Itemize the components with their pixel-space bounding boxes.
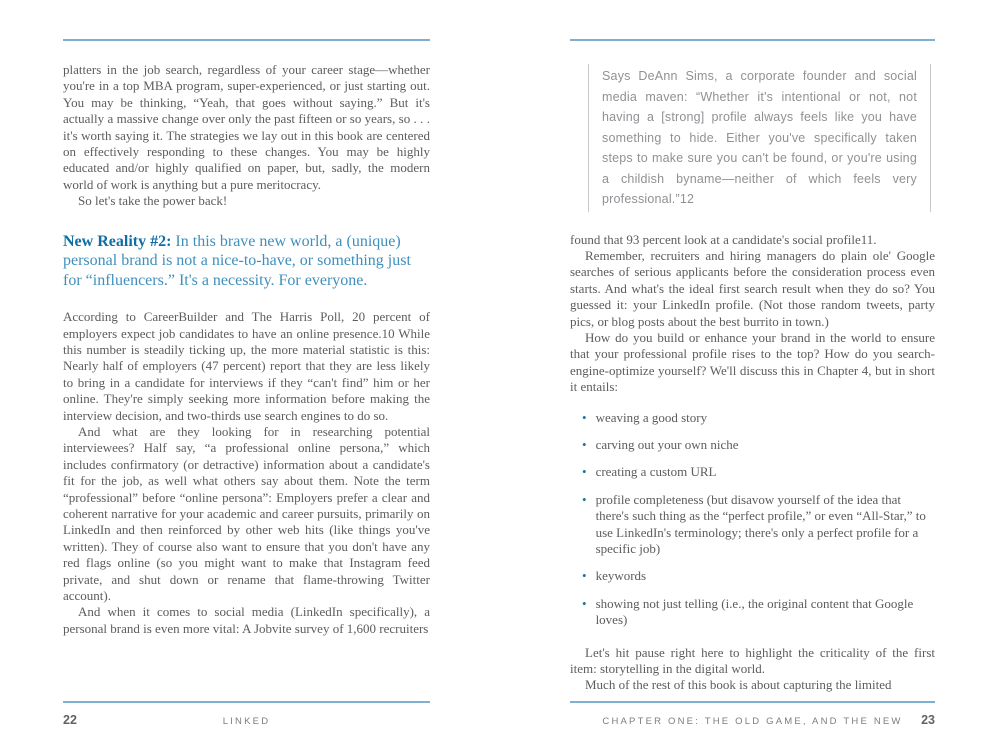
list-item xyxy=(582,410,935,426)
list-item xyxy=(582,437,935,453)
list-item-text: weaving a good story xyxy=(595,409,708,425)
list-item xyxy=(582,464,935,480)
heading-lead: New Reality #2: xyxy=(63,232,172,250)
paragraph: And when it comes to social media (LinkedIn specifically), a personal brand is even more vital: A Jobvite survey of 1,600 recruiters xyxy=(63,604,430,636)
list-item-text: carving out your own niche xyxy=(595,436,739,452)
bullet-icon: • xyxy=(582,464,587,480)
list-item-text: showing not just telling (i.e., the original content that Google loves) xyxy=(595,595,914,628)
bullet-icon: • xyxy=(582,595,587,611)
section-heading xyxy=(63,232,430,291)
paragraph: platters in the job search, regardless of your career stage—whether you're in a top MBA program, super-experienced, or just starting out. You may be thinking, “Yeah, that goes without saying.” But it's actually a massive change over only the past fifteen or so years, so . . . it's worth saying it. The strategies we lay out in this book are centered on effectively responding to these changes. You may be highly educated and/or highly qualified on paper, but, sadly, the modern world of work is anything but a pure meritocracy. xyxy=(63,62,430,192)
bullet-list xyxy=(570,410,935,629)
paragraph: Much of the rest of this book is about capturing the limited xyxy=(585,677,892,693)
paragraph: According to CareerBuilder and The Harris Poll, 20 percent of employers expect job candidates to have an online presence.10 While this number is steadily ticking up, the more material statistic is this: Nearly half of employers (47 percent) report that they are less likely to bring in a candidate for interviews if they “can't find” him or her online. They're simply seeking more information before making the interview decision, and two-thirds use search engines to do so. xyxy=(63,309,430,423)
paragraph: Remember, recruiters and hiring managers do plain ole' Google searches of serious applicants before the consideration process even starts. And what's the ideal first search result when they do so? You guessed it: your LinkedIn profile. (Not those random tweets, party pics, or blog posts about the best burrito in town.) xyxy=(570,247,935,329)
list-item-text: profile completeness (but disavow yourself of the idea that there's such thing as the “perfect profile,” or even “All-Star,” to use LinkedIn's terminology; there's only a perfect profile for a specific job) xyxy=(595,491,926,556)
right-top-rule xyxy=(570,39,935,41)
heading-rest: In this brave new world, a (unique) personal brand is not a nice-to-have, or something just for “influencers.” It's a necessity. For everyone. xyxy=(63,232,411,289)
list-item xyxy=(582,492,935,558)
paragraph: found that 93 percent look at a candidate's social profile11. xyxy=(570,231,877,247)
paragraph: How do you build or enhance your brand in the world to ensure that your professional profile rises to the top? How do you search-engine-optimize yourself? We'll discuss this in Chapter 4, but in short it entails: xyxy=(570,329,935,395)
right-page-content xyxy=(570,62,935,694)
left-top-rule xyxy=(63,39,430,41)
bullet-icon: • xyxy=(582,491,587,507)
running-head: LINKED xyxy=(222,716,271,727)
left-page-footer xyxy=(63,701,430,727)
page-number: 23 xyxy=(921,713,935,727)
running-head: CHAPTER ONE: THE OLD GAME, AND THE NEW xyxy=(602,716,903,727)
left-page-content xyxy=(63,62,430,637)
paragraph: And what are they looking for in researching potential interviewees? Half say, “a professional online persona,” which includes confirmatory (or detractive) information about a candidate's fit for the job, as well what others say about them. Note the term “professional” before “online persona”: Employers prefer a clear and coherent narrative for your academic and career pursuits, primarily on LinkedIn and then reinforced by other web hits (like things you've written). They of course also want to ensure that you don't have any red flags online (so you might want to make that Instagram feed private, and shut down or rename that flame-throwing Twitter account). xyxy=(63,424,430,604)
right-page-footer xyxy=(570,701,935,727)
bullet-icon: • xyxy=(582,568,587,584)
page-number: 22 xyxy=(63,713,77,727)
list-item xyxy=(582,568,935,584)
list-item xyxy=(582,596,935,629)
list-item-text: keywords xyxy=(595,568,647,584)
paragraph: So let's take the power back! xyxy=(78,193,228,209)
left-page xyxy=(63,0,430,750)
bullet-icon: • xyxy=(582,436,587,452)
right-page xyxy=(570,0,935,750)
pull-quote: Says DeAnn Sims, a corporate founder and social media maven: “Whether it's intentional or not, not having a [strong] profile always feels like you have something to hide. Either you've specifically taken steps to make sure you can't be found, or you're using a childish byname—neither of which feels very professional.”12 xyxy=(588,64,931,212)
paragraph: Let's hit pause right here to highlight the criticality of the first item: storytelling in the digital world. xyxy=(570,644,935,677)
list-item-text: creating a custom URL xyxy=(595,464,717,480)
bullet-icon: • xyxy=(582,409,587,425)
